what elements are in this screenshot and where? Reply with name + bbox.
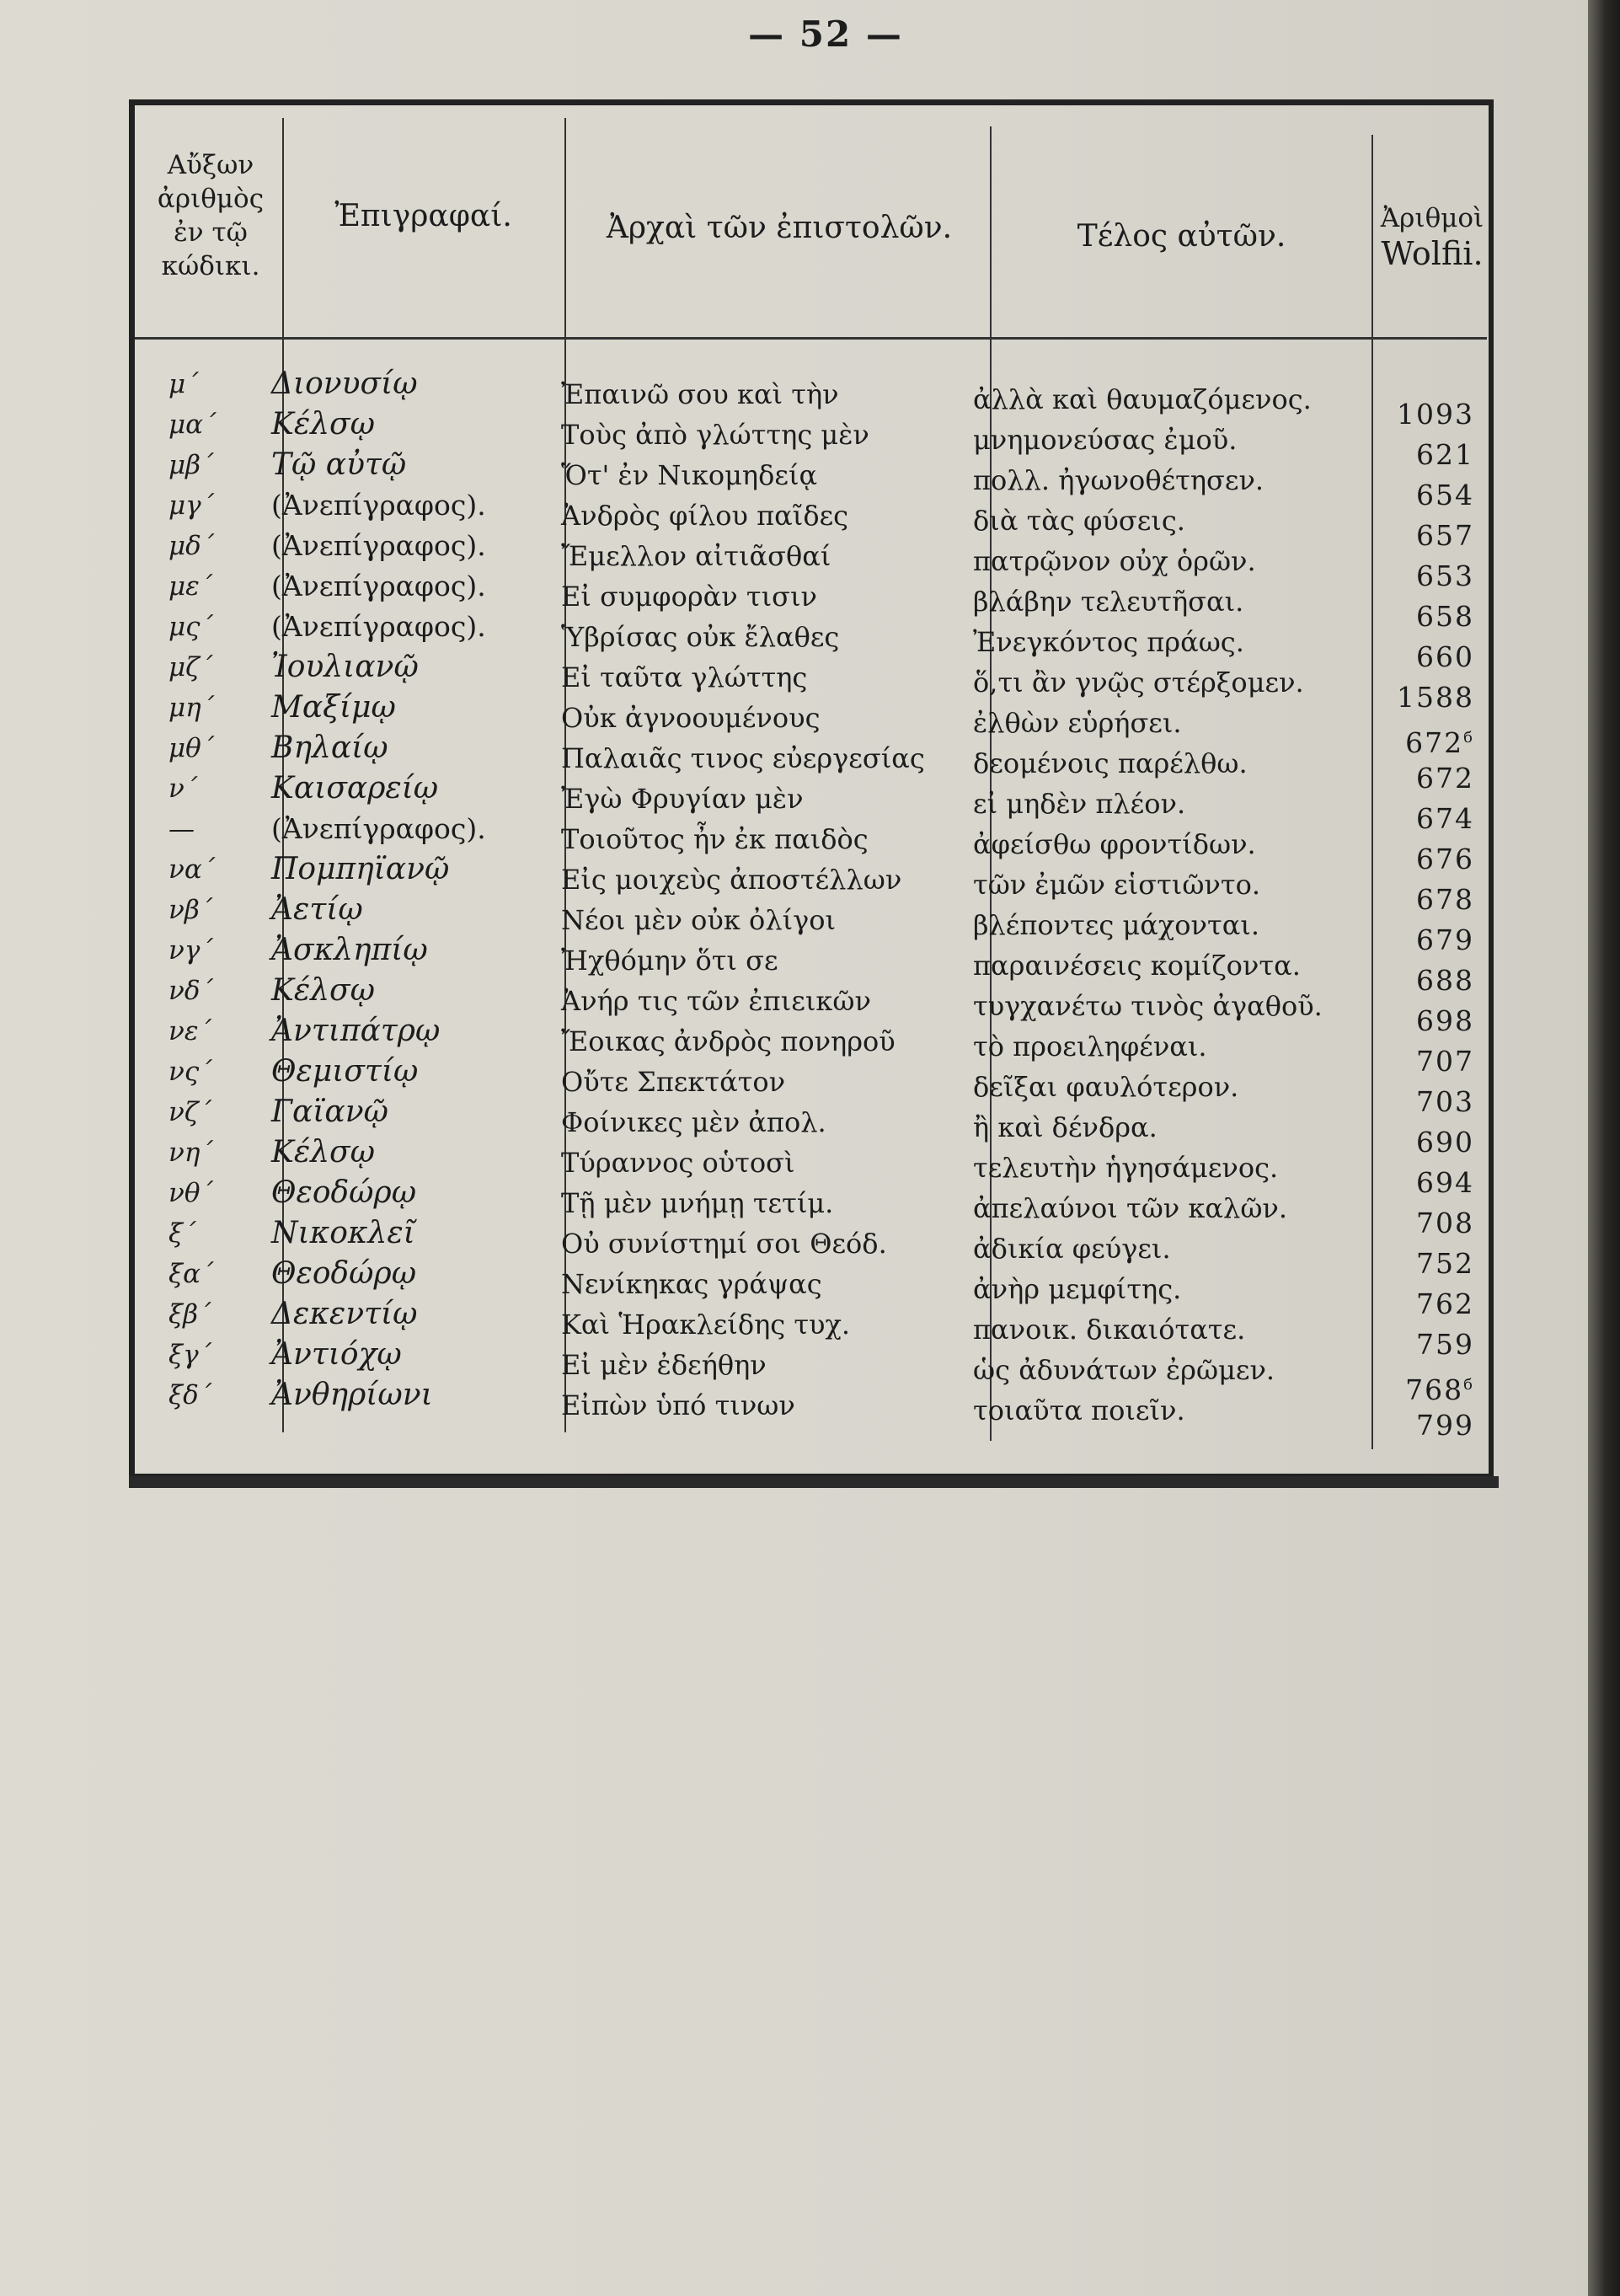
title-cell-text: Ἰουλιανῷ [271, 650, 419, 684]
ending-cell [973, 581, 1369, 622]
ordinal-cell-text: νθ΄ [168, 1178, 214, 1208]
ordinal-cell [168, 445, 270, 485]
ordinal-cell [168, 607, 270, 647]
title-cell-text: Ἀετίῳ [271, 892, 363, 927]
title-cell-text: (Ἀνεπίγραφος). [271, 529, 486, 562]
ordinal-cell [168, 1294, 270, 1335]
ending-cell-text: παραινέσεις κομίζοντα. [973, 950, 1301, 982]
ordinal-cell [168, 1052, 270, 1092]
ending-cell [973, 420, 1369, 460]
wolf-number-cell [1373, 1041, 1474, 1082]
wolf-number-superscript: б [1463, 1376, 1474, 1394]
wolf-number-cell-text: 759 [1416, 1328, 1474, 1361]
ending-cell-text: ἀλλὰ καὶ θαυμαζόμενος. [973, 383, 1312, 415]
ordinal-cell-text: — [168, 814, 195, 844]
beginning-cell [561, 536, 991, 576]
header-ending: Τέλος αὐτῶν. [1077, 219, 1286, 254]
header-wolf-line: Ἀριθμοὶ [1380, 203, 1484, 233]
ordinal-cell-text: μ΄ [168, 369, 199, 399]
wolf-number-cell-text: 690 [1416, 1126, 1474, 1159]
book-binding-edge [1588, 0, 1620, 2296]
page-number: — 52 — [748, 13, 903, 55]
beginning-cell [561, 657, 991, 698]
title-cell-text: Γαϊανῷ [271, 1094, 388, 1129]
ending-cell [973, 986, 1369, 1026]
wolf-number-cell-text: 676 [1416, 843, 1474, 875]
ending-cell-text: δεῖξαι φαυλότερον. [973, 1071, 1239, 1103]
ending-column [973, 379, 1369, 1431]
ordinal-cell [168, 647, 270, 688]
title-cell [271, 1335, 558, 1375]
wolf-number-cell-text: 768 [1405, 1373, 1464, 1406]
ordinal-cell-text: ξβ΄ [168, 1299, 211, 1330]
title-cell [271, 768, 558, 809]
ending-cell-text: Ἐνεγκόντος πράως. [973, 626, 1244, 658]
beginning-cell-text: Τῇ μὲν μνήμῃ τετίμ. [561, 1187, 834, 1219]
title-cell [271, 809, 558, 849]
ending-cell [973, 622, 1369, 662]
ordinal-cell-text: νδ΄ [168, 976, 214, 1006]
ending-cell-text: εἰ μηδὲν πλέον. [973, 788, 1186, 820]
title-cell-text: Βηλαίῳ [271, 731, 388, 765]
ending-cell [973, 824, 1369, 864]
wolf-number-cell-text: 799 [1416, 1409, 1474, 1442]
ending-cell [973, 784, 1369, 824]
ending-cell-text: ἐλθὼν εὑρήσει. [973, 707, 1182, 739]
header-ordinal-line: ἀριθμὸς [157, 184, 265, 214]
ending-cell-text: ἀφείσθω φροντίδων. [973, 828, 1256, 860]
ending-cell-text: τοιαῦτα ποιεῖν. [973, 1394, 1185, 1426]
ordinal-cell-text: ξδ΄ [168, 1380, 212, 1410]
title-cell [271, 1052, 558, 1092]
wolf-number-cell [1373, 1122, 1474, 1163]
beginning-cell-text: Ἀνδρὸς φίλου παῖδες [561, 500, 849, 532]
title-cell-text: Διονυσίῳ [271, 367, 418, 401]
ending-cell [973, 864, 1369, 905]
ordinal-cell [168, 809, 270, 849]
ordinal-cell-text: με΄ [168, 571, 213, 602]
wolf-number-cell-text: 707 [1416, 1045, 1474, 1078]
ending-cell-text: ἀδικία φεύγει. [973, 1233, 1171, 1265]
beginning-cell [561, 576, 991, 617]
ordinal-cell-text: μς΄ [168, 612, 214, 642]
wolf-number-cell-text: 674 [1416, 802, 1474, 835]
wolf-number-cell [1373, 961, 1474, 1001]
title-cell [271, 647, 558, 688]
beginning-cell-text: Οὐκ ἀγνοουμένους [561, 702, 821, 734]
ordinal-cell [168, 364, 270, 404]
ending-cell-text: ἀνὴρ μεμφίτης. [973, 1273, 1182, 1305]
wolf-number-cell [1373, 839, 1474, 880]
ordinal-cell-text: νη΄ [168, 1137, 213, 1168]
beginning-cell-text: Ἔμελλον αἰτιᾶσθαί [561, 540, 831, 572]
wolf-number-cell-text: 621 [1416, 438, 1474, 471]
title-cell [271, 364, 558, 404]
beginning-cell-text: Οὐ συνίστημί σοι Θεόδ. [561, 1228, 887, 1260]
title-cell [271, 526, 558, 566]
ending-cell [973, 1350, 1369, 1390]
ordinal-cell [168, 971, 270, 1011]
beginning-cell [561, 1021, 991, 1062]
wolf-number-cell-text: 752 [1416, 1247, 1474, 1280]
beginning-column [561, 374, 991, 1426]
wolf-number-cell-text: 657 [1416, 519, 1474, 552]
ordinal-cell-text: ξ΄ [168, 1218, 196, 1249]
beginning-cell [561, 981, 991, 1021]
ending-cell [973, 500, 1369, 541]
ordinal-cell-text: μβ΄ [168, 450, 214, 480]
title-cell-text: (Ἀνεπίγραφος). [271, 610, 486, 643]
beginning-cell [561, 859, 991, 900]
title-cell-text: Ἀνθηρίωνι [271, 1378, 433, 1412]
header-wolf-line: Wolfii. [1381, 235, 1484, 272]
title-cell-text: Ἀσκληπίῳ [271, 933, 428, 967]
wolf-number-cell [1373, 637, 1474, 677]
wolf-number-column [1373, 394, 1474, 1446]
ordinal-cell [168, 404, 270, 445]
title-cell [271, 1375, 558, 1416]
wolf-number-cell [1373, 799, 1474, 839]
title-cell-text: Θεμιστίῳ [271, 1054, 419, 1089]
wolf-number-cell-text: 660 [1416, 640, 1474, 673]
beginning-cell-text: Εἰς μοιχεὺς ἀποστέλλων [561, 864, 902, 896]
beginning-cell-text: Εἰ ταῦτα γλώττης [561, 661, 808, 693]
wolf-number-cell-text: 672 [1416, 762, 1474, 795]
ordinal-cell [168, 930, 270, 971]
wolf-number-cell-text: 672 [1405, 726, 1464, 759]
ordinal-cell-text: ξγ΄ [168, 1340, 212, 1370]
beginning-cell [561, 738, 991, 779]
beginning-cell [561, 495, 991, 536]
title-cell-text: Δεκεντίῳ [271, 1297, 418, 1331]
beginning-cell-text: Παλαιᾶς τινος εὐεργεσίας [561, 742, 925, 774]
title-cell-text: Ἀντιόχῳ [271, 1337, 402, 1372]
ordinal-cell-text: νς΄ [168, 1057, 212, 1087]
beginning-cell-text: Ὅτ' ἐν Νικομηδείᾳ [561, 459, 818, 491]
ordinal-cell [168, 1375, 270, 1416]
beginning-cell-text: Ἔοικας ἀνδρὸς πονηροῦ [561, 1025, 896, 1057]
header-ordinal-line: Αὔξων [167, 150, 254, 180]
ending-cell [973, 1107, 1369, 1148]
wolf-number-superscript: б [1463, 729, 1474, 747]
ordinal-cell [168, 1011, 270, 1052]
ending-cell-text: ἀπελαύνοι τῶν καλῶν. [973, 1192, 1288, 1224]
ending-cell [973, 460, 1369, 500]
wolf-number-cell [1373, 880, 1474, 920]
wolf-number-cell [1373, 475, 1474, 516]
title-cell-text: Κέλσῳ [271, 407, 375, 442]
ending-cell-text: τελευτὴν ἡγησάμενος. [973, 1152, 1279, 1184]
ordinal-cell [168, 849, 270, 890]
header-title: Ἐπιγραφαί. [334, 199, 512, 233]
wolf-number-cell [1373, 1001, 1474, 1041]
wolf-number-cell [1373, 1244, 1474, 1284]
ordinal-cell-text: ν΄ [168, 773, 198, 804]
title-cell [271, 607, 558, 647]
beginning-cell [561, 698, 991, 738]
title-cell-text: Ἀντιπάτρῳ [271, 1014, 441, 1048]
ending-cell [973, 662, 1369, 703]
ending-cell [973, 1148, 1369, 1188]
wolf-number-cell-text: 694 [1416, 1166, 1474, 1199]
ending-cell-text: ὅ,τι ἂν γνῷς στέρξομεν. [973, 666, 1304, 698]
ending-cell [973, 1067, 1369, 1107]
wolf-number-cell [1373, 556, 1474, 597]
title-cell [271, 1132, 558, 1173]
beginning-cell [561, 374, 991, 415]
wolf-number-cell-text: 658 [1416, 600, 1474, 633]
ordinal-column [168, 364, 270, 1416]
wolf-number-cell-text: 654 [1416, 479, 1474, 511]
ordinal-cell-text: μη΄ [168, 693, 215, 723]
beginning-cell-text: Τύραννος οὑτοσὶ [561, 1147, 795, 1179]
title-cell [271, 930, 558, 971]
wolf-number-cell [1373, 758, 1474, 799]
title-cell [271, 1011, 558, 1052]
ordinal-cell [168, 1173, 270, 1213]
title-cell [271, 1254, 558, 1294]
wolf-number-cell [1373, 677, 1474, 718]
wolf-number-cell [1373, 1365, 1474, 1405]
beginning-cell-text: Καὶ Ἡρακλείδης τυχ. [561, 1309, 851, 1341]
wolf-number-cell-text: 703 [1416, 1085, 1474, 1118]
title-cell-text: Θεοδώρῳ [271, 1256, 417, 1291]
beginning-cell-text: Οὔτε Σπεκτάτον [561, 1066, 786, 1098]
title-cell [271, 566, 558, 607]
title-cell-text: Τῷ αὐτῷ [271, 447, 407, 482]
ordinal-cell [168, 485, 270, 526]
wolf-number-cell-text: 1093 [1397, 398, 1474, 431]
ending-cell-text: μνημονεύσας ἐμοῦ. [973, 424, 1238, 456]
ordinal-cell [168, 728, 270, 768]
header-wolf [1373, 201, 1491, 271]
title-cell-text: Θεοδώρῳ [271, 1175, 417, 1210]
title-cell-text: Κέλσῳ [271, 1135, 375, 1169]
title-cell [271, 404, 558, 445]
title-cell-text: Κέλσῳ [271, 973, 375, 1008]
beginning-cell [561, 617, 991, 657]
title-cell-text: (Ἀνεπίγραφος). [271, 570, 486, 602]
title-cell [271, 445, 558, 485]
beginning-cell-text: Τοὺς ἀπὸ γλώττης μὲν [561, 419, 869, 451]
ordinal-cell-text: μγ΄ [168, 490, 215, 521]
ordinal-cell-text: ξα΄ [168, 1259, 214, 1289]
ending-cell-text: βλάβην τελευτῆσαι. [973, 586, 1244, 618]
wolf-number-cell [1373, 516, 1474, 556]
ending-cell-text: διὰ τὰς φύσεις. [973, 505, 1185, 537]
ordinal-cell-text: μθ΄ [168, 733, 215, 763]
beginning-cell [561, 900, 991, 940]
ending-cell-text: ἢ καὶ δένδρα. [973, 1111, 1158, 1143]
title-cell-text: Καισαρείῳ [271, 771, 439, 805]
beginning-cell [561, 455, 991, 495]
wolf-number-cell [1373, 1325, 1474, 1365]
wolf-number-cell [1373, 597, 1474, 637]
ending-cell [973, 945, 1369, 986]
title-cell [271, 1092, 558, 1132]
ordinal-cell-text: μδ΄ [168, 531, 215, 561]
wolf-number-cell [1373, 718, 1474, 758]
beginning-cell [561, 1264, 991, 1304]
ordinal-cell [168, 1254, 270, 1294]
beginning-cell-text: Εἰ μὲν ἐδεήθην [561, 1349, 767, 1381]
wolf-number-cell-text: 698 [1416, 1004, 1474, 1037]
wolf-number-cell [1373, 1163, 1474, 1203]
header-ordinal-line: ἐν τῷ [174, 217, 248, 248]
title-cell [271, 485, 558, 526]
beginning-cell [561, 1102, 991, 1143]
ordinal-cell-text: νβ΄ [168, 895, 213, 925]
ordinal-cell [168, 1335, 270, 1375]
ordinal-cell-text: νε΄ [168, 1016, 211, 1046]
ending-cell [973, 1026, 1369, 1067]
wolf-number-cell [1373, 394, 1474, 435]
beginning-cell [561, 1143, 991, 1183]
ordinal-cell [168, 688, 270, 728]
ordinal-cell [168, 1213, 270, 1254]
ordinal-cell [168, 526, 270, 566]
ordinal-cell [168, 1092, 270, 1132]
ordinal-cell [168, 566, 270, 607]
ending-cell-text: πολλ. ἠγωνοθέτησεν. [973, 464, 1264, 496]
wolf-number-cell [1373, 920, 1474, 961]
ordinal-cell [168, 890, 270, 930]
wolf-number-cell [1373, 1203, 1474, 1244]
wolf-number-cell-text: 653 [1416, 559, 1474, 592]
ending-cell [973, 703, 1369, 743]
beginning-cell-text: Ἀνήρ τις τῶν ἐπιεικῶν [561, 985, 871, 1017]
beginning-cell-text: Νενίκηκας γράψας [561, 1268, 822, 1300]
beginning-cell-text: Εἰπὼν ὑπό τινων [561, 1389, 795, 1421]
ordinal-cell-text: να΄ [168, 854, 216, 885]
header-ordinal-line: κώδικι. [161, 251, 260, 281]
ending-cell-text: τυγχανέτω τινὸς ἀγαθοῦ. [973, 990, 1323, 1022]
ending-cell-text: ὡς ἀδυνάτων ἐρῶμεν. [973, 1354, 1275, 1386]
ending-cell-text: δεομένοις παρέλθω. [973, 747, 1248, 779]
beginning-cell-text: Τοιοῦτος ἦν ἐκ παιδὸς [561, 823, 869, 855]
title-cell-text: (Ἀνεπίγραφος). [271, 489, 486, 522]
beginning-cell [561, 415, 991, 455]
title-cell [271, 971, 558, 1011]
beginning-cell [561, 1062, 991, 1102]
header-beginning: Ἀρχαὶ τῶν ἐπιστολῶν. [606, 211, 953, 245]
ending-cell-text: βλέποντες μάχονται. [973, 909, 1260, 941]
ordinal-cell-text: νγ΄ [168, 935, 213, 966]
wolf-number-cell-text: 1588 [1397, 681, 1474, 714]
title-cell-text: Μαξίμῳ [271, 690, 396, 725]
beginning-cell [561, 1385, 991, 1426]
beginning-cell-text: Νέοι μὲν οὐκ ὀλίγοι [561, 904, 837, 936]
ordinal-cell-text: μζ΄ [168, 652, 213, 682]
wolf-number-cell [1373, 435, 1474, 475]
ending-cell [973, 379, 1369, 420]
beginning-cell [561, 819, 991, 859]
title-cell [271, 688, 558, 728]
beginning-cell-text: Ὑβρίσας οὐκ ἔλαθες [561, 621, 840, 653]
wolf-number-cell [1373, 1284, 1474, 1325]
header-ordinal [139, 148, 282, 283]
title-cell [271, 1213, 558, 1254]
ending-cell [973, 1188, 1369, 1228]
ordinal-cell [168, 1132, 270, 1173]
ending-cell-text: τῶν ἐμῶν εἱστιῶντο. [973, 869, 1261, 901]
ordinal-cell-text: νζ΄ [168, 1097, 212, 1127]
title-column [271, 364, 558, 1416]
ending-cell-text: τὸ προειληφέναι. [973, 1030, 1207, 1062]
beginning-cell-text: Ἐπαινῶ σου καὶ τὴν [561, 378, 839, 410]
beginning-cell [561, 1183, 991, 1223]
beginning-cell-text: Εἰ συμφορὰν τισιν [561, 581, 817, 613]
title-cell [271, 1294, 558, 1335]
beginning-cell-text: Ἠχθόμην ὅτι σε [561, 945, 778, 977]
ending-cell-text: πατρῷνον οὐχ ὁρῶν. [973, 545, 1256, 577]
wolf-number-cell [1373, 1082, 1474, 1122]
beginning-cell [561, 1345, 991, 1385]
wolf-number-cell-text: 678 [1416, 883, 1474, 916]
ending-cell [973, 743, 1369, 784]
ending-cell [973, 1269, 1369, 1309]
wolf-number-cell-text: 679 [1416, 923, 1474, 956]
ending-cell [973, 905, 1369, 945]
title-cell [271, 890, 558, 930]
ordinal-cell [168, 768, 270, 809]
wolf-number-cell-text: 688 [1416, 964, 1474, 997]
ending-cell [973, 541, 1369, 581]
ending-cell [973, 1309, 1369, 1350]
title-cell [271, 849, 558, 890]
title-cell [271, 728, 558, 768]
title-cell-text: Νικοκλεῖ [271, 1216, 415, 1250]
ending-cell-text: πανοικ. δικαιότατε. [973, 1314, 1246, 1346]
beginning-cell [561, 940, 991, 981]
beginning-cell [561, 1304, 991, 1345]
table-frame-bottom-rule [129, 1476, 1499, 1488]
wolf-number-cell [1373, 1405, 1474, 1446]
title-cell-text: (Ἀνεπίγραφος). [271, 812, 486, 845]
beginning-cell-text: Φοίνικες μὲν ἀπολ. [561, 1106, 826, 1138]
beginning-cell [561, 779, 991, 819]
wolf-number-cell-text: 708 [1416, 1207, 1474, 1239]
beginning-cell [561, 1223, 991, 1264]
title-cell [271, 1173, 558, 1213]
beginning-cell-text: Ἐγὼ Φρυγίαν μὲν [561, 783, 804, 815]
ending-cell [973, 1228, 1369, 1269]
ending-cell [973, 1390, 1369, 1431]
wolf-number-cell-text: 762 [1416, 1287, 1474, 1320]
title-cell-text: Πομπηϊανῷ [271, 852, 450, 886]
ordinal-cell-text: μα΄ [168, 409, 217, 440]
